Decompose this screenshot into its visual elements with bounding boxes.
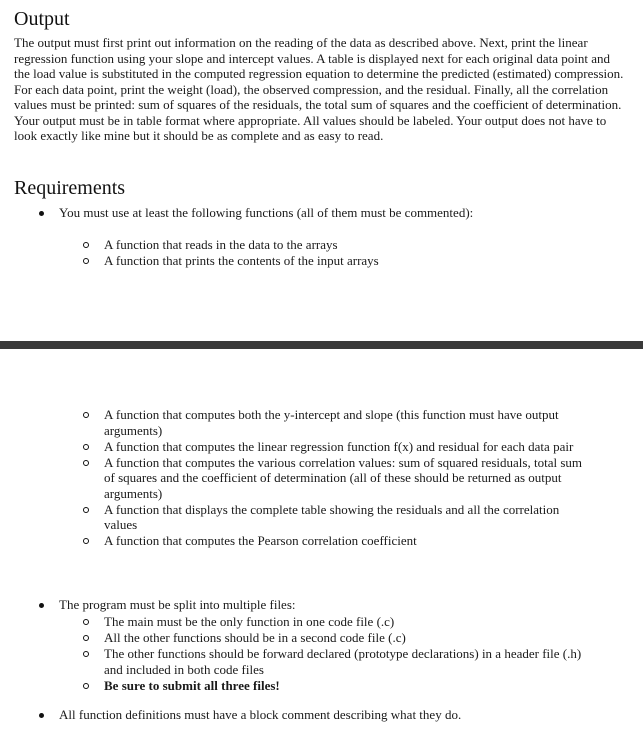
bullet-dot-icon — [35, 707, 47, 723]
list-item — [59, 707, 619, 723]
list-item — [104, 678, 594, 694]
requirements-heading: Requirements — [14, 177, 126, 199]
file-requirement: The other functions should be forward declared (prototype declarations) in a header file (.h) and included in both code files — [104, 646, 582, 677]
list-item — [104, 533, 588, 549]
functions-intro: You must use at least the following functions (all of them must be commented): — [59, 205, 474, 220]
list-item — [59, 597, 619, 613]
bullet-circle-icon — [80, 646, 92, 662]
bullet-circle-icon — [80, 630, 92, 646]
bullet-circle-icon — [80, 253, 92, 269]
list-item — [104, 614, 594, 630]
function-requirement: A function that prints the contents of the input arrays — [104, 253, 379, 268]
program-split-sublist — [104, 614, 594, 694]
page-top-section — [0, 0, 643, 340]
bullet-circle-icon — [80, 614, 92, 630]
file-requirement: The main must be the only function in one code file (.c) — [104, 614, 395, 629]
list-item — [104, 630, 594, 646]
output-paragraph: The output must first print out information on the reading of the data as described above. Next, print the linear regression function using your slope and intercept values. A table is displayed next for each original data point and the load value is substituted in the computed regression equation to determine the predicted (estimated) compression. For each data point, print the weight (load), the observed compression, and the residual. Finally, all the correlation values must be printed: sum of squares of the residuals, the total sum of squares and the coefficient of determination. Your output must be in table format where appropriate. All values should be labeled. Your output does not have to look exactly like mine but it should be as complete and as easy to read. — [14, 35, 624, 143]
submit-note: Be sure to submit all three files! — [104, 677, 280, 693]
list-item — [104, 439, 588, 455]
list-item — [104, 237, 604, 253]
bullet-circle-icon — [80, 237, 92, 253]
block-comment-list — [59, 707, 619, 723]
list-item — [104, 502, 588, 533]
function-requirement: A function that displays the complete table showing the residuals and all the correlation values — [104, 501, 560, 532]
bullet-circle-icon — [80, 455, 92, 471]
bullet-circle-icon — [80, 533, 92, 549]
bullet-circle-icon — [80, 439, 92, 455]
function-requirement: A function that computes the various correlation values: sum of squared residuals, total sum of squares and the coefficient of determination (all of these should be returned as output arguments) — [104, 454, 583, 501]
bullet-dot-icon — [35, 205, 47, 221]
bullet-dot-icon — [35, 597, 47, 613]
functions-sublist-part1 — [104, 237, 604, 269]
list-item — [104, 253, 604, 269]
list-item — [104, 407, 588, 438]
function-requirement: A function that reads in the data to the arrays — [104, 237, 338, 252]
output-heading: Output — [14, 8, 70, 30]
list-item — [104, 646, 594, 677]
list-item — [59, 205, 619, 221]
program-split-intro: The program must be split into multiple files: — [59, 597, 296, 612]
list-item — [104, 455, 588, 502]
file-requirement: All the other functions should be in a second code file (.c) — [104, 630, 406, 645]
bullet-circle-icon — [80, 678, 92, 694]
bullet-circle-icon — [80, 502, 92, 518]
page-divider — [0, 341, 643, 349]
functions-sublist-part2 — [104, 407, 588, 549]
function-requirement: A function that computes the linear regression function f(x) and residual for each data pair — [104, 438, 574, 454]
program-split-list — [59, 597, 619, 613]
bullet-circle-icon — [80, 407, 92, 423]
requirements-list — [59, 205, 619, 221]
block-comment-rule: All function definitions must have a block comment describing what they do. — [59, 707, 462, 722]
function-requirement: A function that computes the Pearson correlation coefficient — [104, 533, 417, 548]
function-requirement: A function that computes both the y-intercept and slope (this function must have output arguments) — [104, 407, 559, 438]
page-bottom-section — [0, 350, 643, 732]
